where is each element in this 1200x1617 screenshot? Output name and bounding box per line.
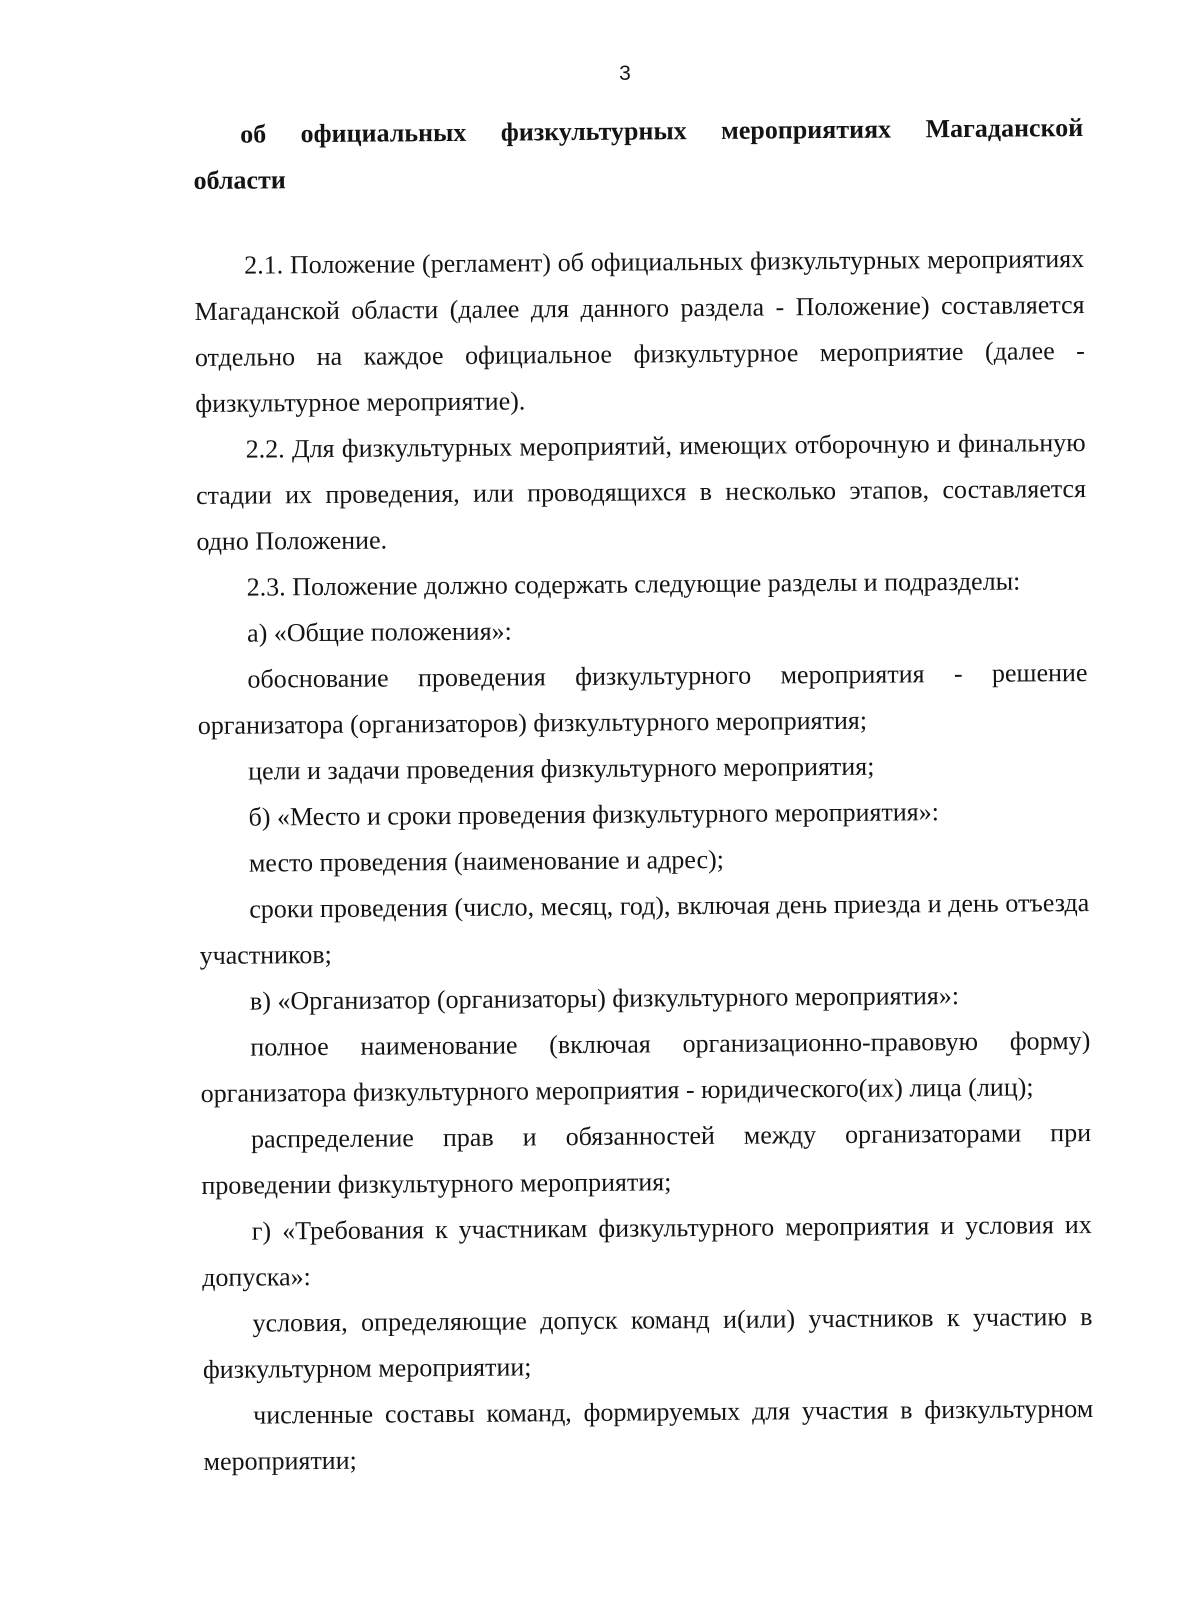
- subsection-g-title: г) «Требования к участникам физкультурного мероприятия и условия их допуска»:: [202, 1209, 1092, 1292]
- section-heading-line-2: области: [193, 165, 286, 195]
- list-item: обоснование проведения физкультурного мероприятия - решение организатора (организаторов) физкультурного мероприятия;: [197, 657, 1088, 740]
- section-heading: [193, 105, 1084, 204]
- list-item: распределение прав и обязанностей между организаторами при проведении физкультурного мероприятия;: [201, 1117, 1092, 1200]
- list-item: сроки проведения (число, месяц, год), включая день приезда и день отъезда участников;: [199, 887, 1090, 970]
- paragraph-2-1: 2.1. Положение (регламент) об официальных физкультурных мероприятиях Магаданской области (далее для данного раздела - Положение) составляется отдельно на каждое официальное физкультурное мероприятие (далее - физкультурное мероприятие).: [194, 244, 1086, 418]
- subsection-b-title: б) «Место и сроки проведения физкультурного мероприятия»:: [248, 797, 940, 832]
- subsection-a-title: а) «Общие положения»:: [246, 616, 512, 648]
- page-number: 3: [619, 62, 631, 85]
- paragraph-2-2: 2.2. Для физкультурных мероприятий, имеющих отборочную и финальную стадии их проведения, или проводящихся в несколько этапов, составляется одно Положение.: [195, 428, 1087, 556]
- paragraph-2-3: 2.3. Положение должно содержать следующие разделы и подразделы:: [246, 566, 1021, 602]
- list-item: цели и задачи проведения физкультурного мероприятия;: [248, 751, 875, 786]
- list-item: полное наименование (включая организационно-правовую форму) организатора физкультурного мероприятия - юридического(их) лица (лиц);: [200, 1025, 1091, 1108]
- document-body: [193, 105, 1094, 1485]
- section-heading-line-1: об официальных физкультурных мероприятиях Магаданской: [240, 113, 1084, 149]
- subsection-v-title: в) «Организатор (организаторы) физкультурного мероприятия»:: [249, 981, 960, 1016]
- list-item: место проведения (наименование и адрес);: [248, 844, 725, 878]
- list-item: численные составы команд, формируемых для участия в физкультурном мероприятии;: [203, 1393, 1094, 1476]
- list-item: условия, определяющие допуск команд и(или) участников к участию в физкультурном мероприятии;: [202, 1301, 1093, 1384]
